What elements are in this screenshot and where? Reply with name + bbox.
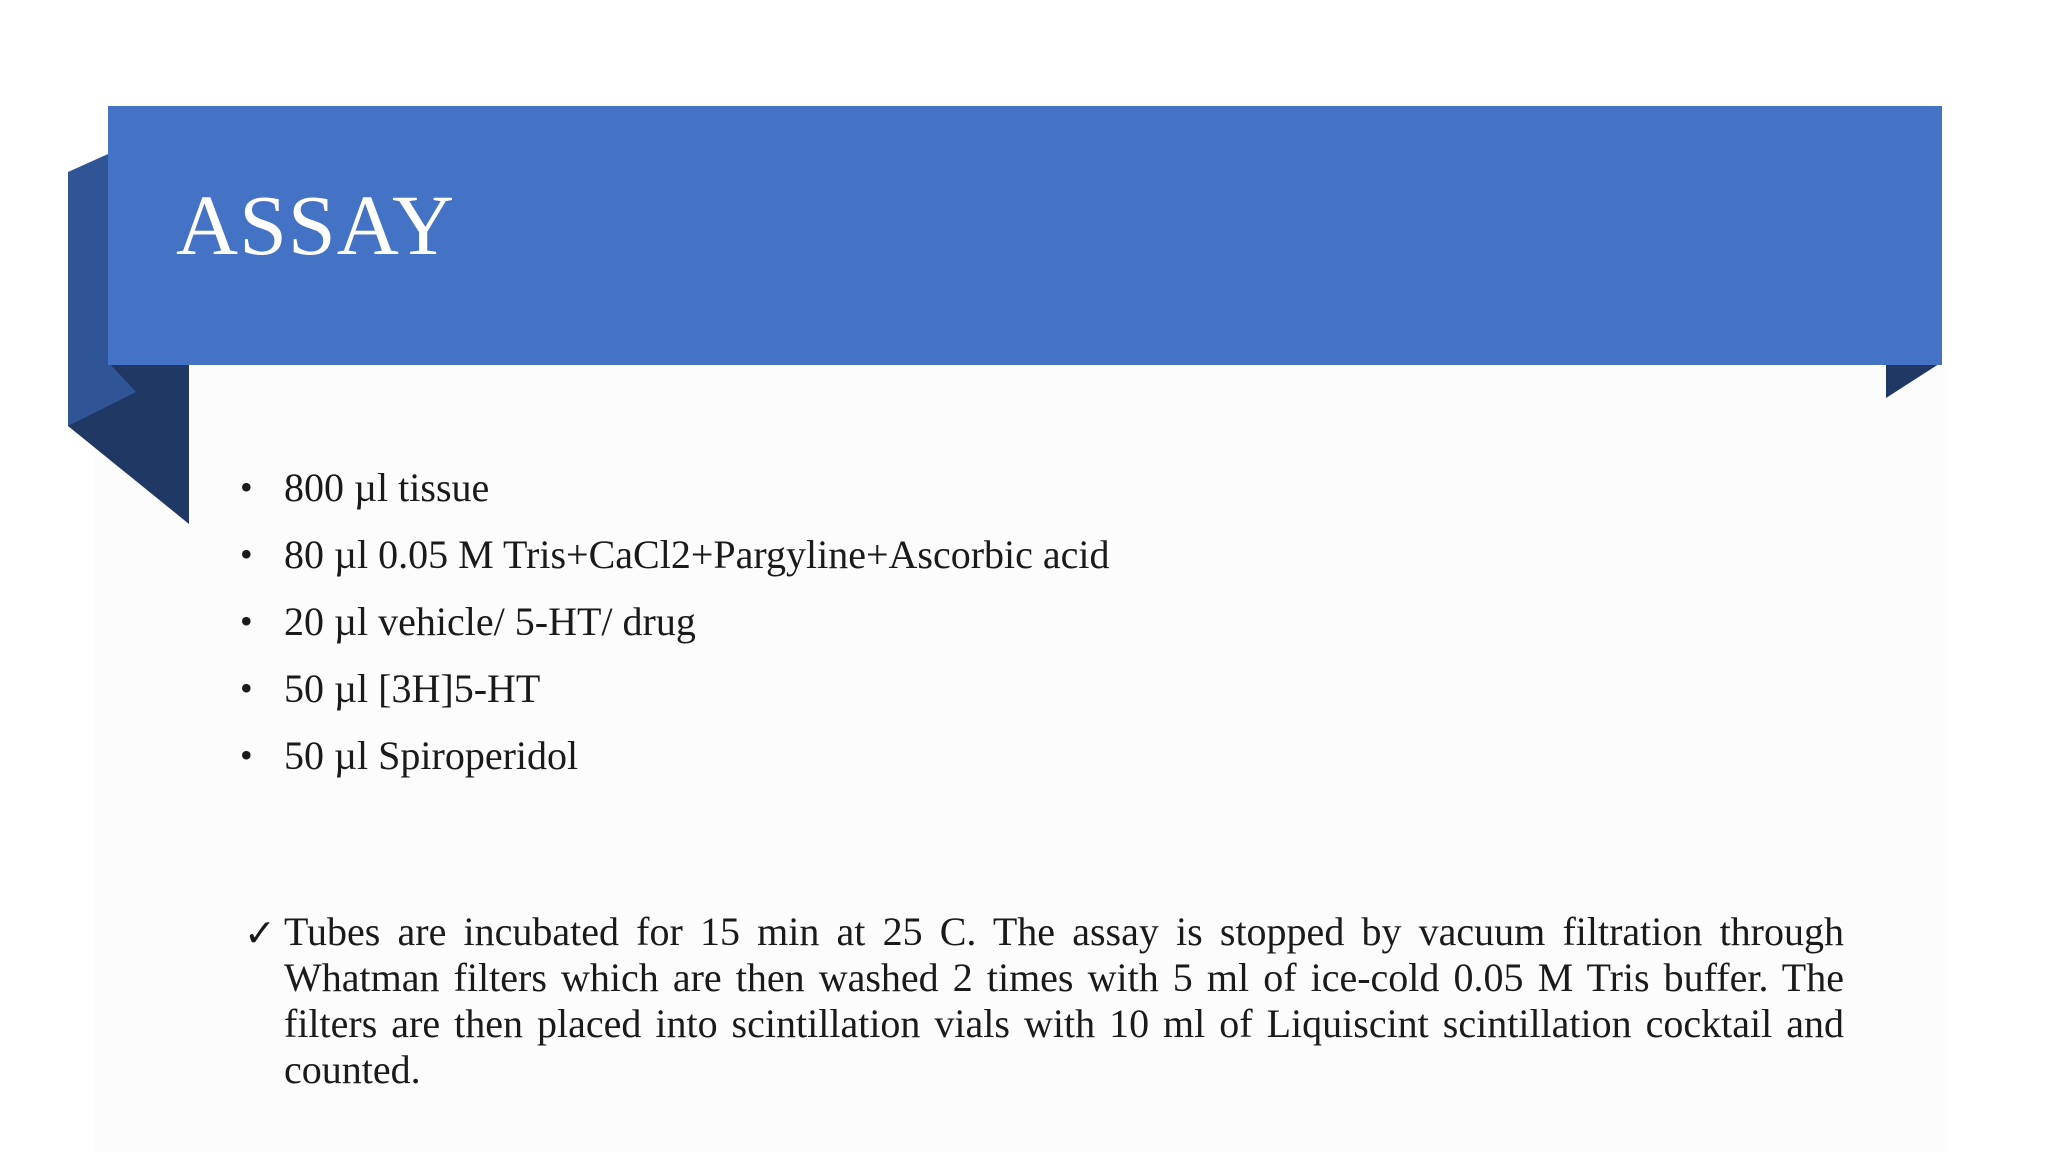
procedure-note-text: Tubes are incubated for 15 min at 25 C. The assay is stopped by vacuum filtration through Whatman filters which are then washed 2 times with 5 ml of ice-cold 0.05 M Tris buffer. The filters are then placed into scintillation vials with 10 ml of Liquiscint scintillation cocktail and counted. — [284, 909, 1844, 1092]
ribbon-right-fold — [1886, 362, 1942, 398]
list-item — [240, 521, 1110, 588]
slide-title: ASSAY — [176, 177, 456, 273]
list-item-text: 50 µl [3H]5-HT — [284, 666, 541, 711]
bullet-marker: • — [240, 534, 253, 574]
list-item — [240, 588, 1110, 655]
bullet-marker: • — [240, 601, 253, 641]
list-item — [240, 722, 1110, 789]
list-item-text: 80 µl 0.05 M Tris+CaCl2+Pargyline+Ascorbic acid — [284, 532, 1110, 577]
checkmark-icon: ✓ — [244, 913, 276, 955]
list-item — [240, 454, 1110, 521]
list-item — [240, 655, 1110, 722]
bullet-marker: • — [240, 467, 253, 507]
bullet-marker: • — [240, 735, 253, 775]
procedure-note — [244, 909, 1844, 1093]
list-item-text: 20 µl vehicle/ 5-HT/ drug — [284, 599, 696, 644]
list-item-text: 800 µl tissue — [284, 465, 490, 510]
bullet-marker: • — [240, 668, 253, 708]
list-item-text: 50 µl Spiroperidol — [284, 733, 579, 778]
bullet-list — [240, 454, 1110, 789]
